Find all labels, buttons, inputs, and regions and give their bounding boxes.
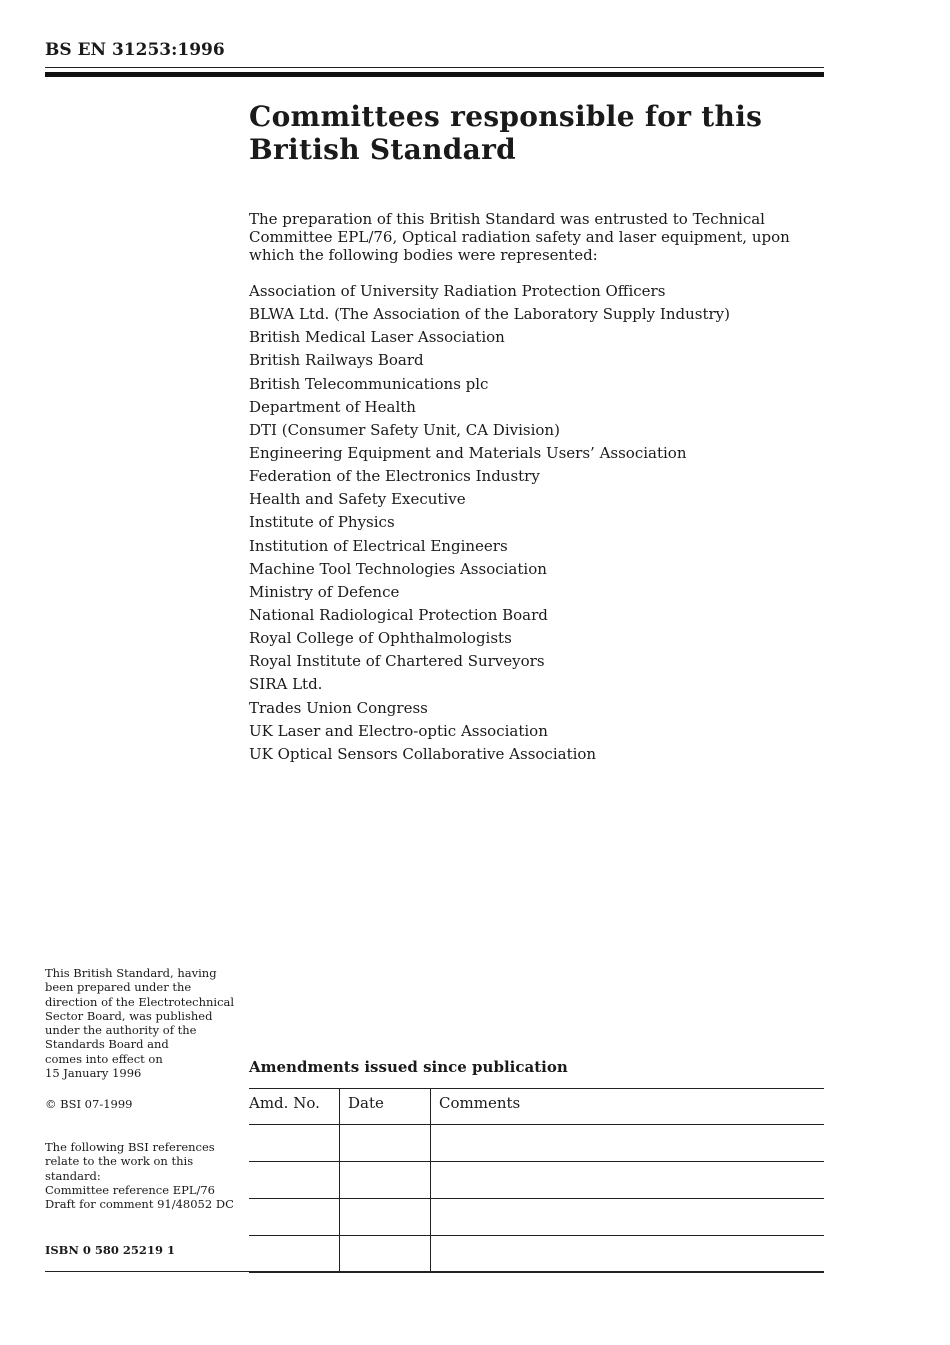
list-item: Department of Health (249, 397, 416, 416)
table-cell (340, 1199, 431, 1236)
table-cell (249, 1199, 340, 1236)
list-item: National Radiological Protection Board (249, 605, 548, 624)
publication-note-line: This British Standard, having (45, 966, 217, 980)
table-cell (431, 1199, 825, 1236)
list-item: Engineering Equipment and Materials Users’ Association (249, 443, 687, 462)
table-cell (249, 1162, 340, 1199)
list-item: Royal Institute of Chartered Surveyors (249, 652, 545, 671)
list-item: Health and Safety Executive (249, 490, 466, 509)
table-row (249, 1236, 824, 1273)
represented-bodies-list (249, 280, 730, 766)
list-item: Institution of Electrical Engineers (249, 536, 508, 555)
table-cell (431, 1236, 825, 1273)
list-item: Institute of Physics (249, 513, 395, 532)
table-cell (249, 1125, 340, 1162)
list-item: Machine Tool Technologies Association (249, 559, 547, 578)
bsi-references (45, 1140, 245, 1211)
publication-note-line: under the authority of the (45, 1023, 197, 1038)
column-header-amd-no: Amd. No. (249, 1089, 340, 1125)
list-item: British Medical Laser Association (249, 328, 505, 347)
list-item: Association of University Radiation Protection Officers (249, 282, 666, 300)
references-line: Draft for comment 91/48052 DC (45, 1197, 234, 1212)
page-title-line-1: Committees responsible for this (249, 100, 763, 133)
table-cell (340, 1236, 431, 1273)
list-item: UK Laser and Electro-optic Association (249, 721, 548, 740)
list-item: UK Optical Sensors Collaborative Association (249, 744, 597, 763)
list-item: Trades Union Congress (249, 698, 428, 717)
list-item: Royal College of Ophthalmologists (249, 629, 512, 648)
publication-note-line: direction of the Electrotechnical (45, 994, 235, 1009)
publication-note-line: 15 January 1996 (45, 1066, 142, 1081)
publication-note-line: been prepared under the (45, 980, 192, 995)
table-row (249, 1125, 824, 1162)
page-title-line-2: British Standard (249, 133, 516, 166)
list-item: Ministry of Defence (249, 582, 400, 601)
list-item: DTI (Consumer Safety Unit, CA Division) (249, 420, 560, 439)
publication-note-line: comes into effect on (45, 1051, 163, 1066)
document-identifier: BS EN 31253:1996 (45, 40, 225, 60)
list-item: British Railways Board (249, 351, 424, 370)
table-header-row (249, 1089, 824, 1125)
publication-note-line: Sector Board, was published (45, 1008, 213, 1023)
header-rule-thin (45, 67, 824, 68)
page-title (249, 100, 762, 166)
column-header-date: Date (340, 1089, 431, 1125)
list-item: SIRA Ltd. (249, 675, 323, 694)
table-row (249, 1162, 824, 1199)
column-header-comments: Comments (431, 1089, 825, 1125)
list-item: British Telecommunications plc (249, 374, 489, 393)
list-item: BLWA Ltd. (The Association of the Laboratory Supply Industry) (249, 305, 730, 324)
table-cell (431, 1125, 825, 1162)
table-cell (340, 1125, 431, 1162)
copyright-notice: © BSI 07-1999 (45, 1097, 133, 1111)
amendments-table (249, 1088, 824, 1273)
publication-note-line: Standards Board and (45, 1037, 169, 1052)
table-cell (340, 1162, 431, 1199)
table-cell (249, 1236, 340, 1273)
publication-note (45, 966, 245, 1080)
references-line: standard: (45, 1168, 101, 1183)
isbn: ISBN 0 580 25219 1 (45, 1243, 175, 1257)
intro-paragraph: The preparation of this British Standard was entrusted to Technical Committee EPL/76, Optical radiation safety and laser equipment, upon which the following bodies were represented: (249, 210, 790, 264)
header-rule-thick (45, 72, 824, 77)
table-cell (431, 1162, 825, 1199)
references-line: The following BSI references (45, 1140, 215, 1154)
table-row (249, 1199, 824, 1236)
amendments-title: Amendments issued since publication (249, 1058, 568, 1076)
list-item: Federation of the Electronics Industry (249, 467, 540, 486)
references-line: relate to the work on this (45, 1154, 194, 1169)
references-line: Committee reference EPL/76 (45, 1182, 215, 1197)
